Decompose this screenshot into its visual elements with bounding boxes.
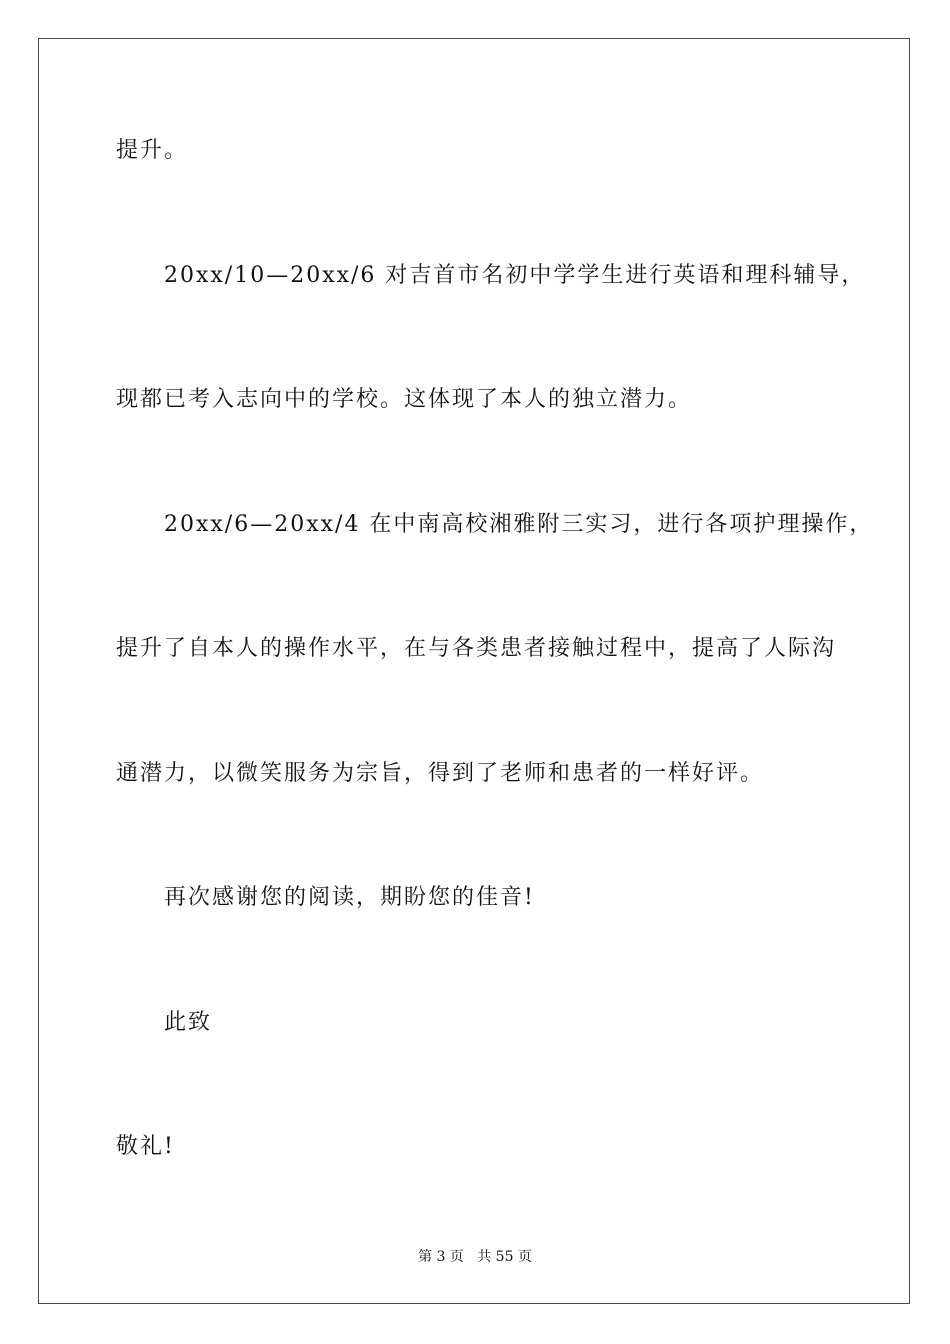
page-number-footer: 第 3 页 共 55 页 — [418, 1249, 532, 1265]
text-line-closing: 此致 — [164, 1010, 213, 1035]
text-line-thanks: 再次感谢您的阅读，期盼您的佳音! — [164, 885, 535, 910]
text-line-continuation: 提升。 — [116, 138, 189, 163]
page-border — [38, 38, 910, 1304]
text-line-internship-skills: 提升了自本人的操作水平，在与各类患者接触过程中，提高了人际沟 — [116, 636, 837, 661]
text-line-salutation: 敬礼! — [116, 1134, 175, 1159]
text-line-tutoring-experience: 20xx/10—20xx/6 对吉首市名初中学学生进行英语和理科辅导， — [164, 263, 866, 288]
text-line-internship-experience: 20xx/6—20xx/4 在中南高校湘雅附三实习，进行各项护理操作， — [164, 512, 874, 537]
text-line-tutoring-result: 现都已考入志向中的学校。这体现了本人的独立潜力。 — [116, 387, 693, 412]
text-line-internship-praise: 通潜力，以微笑服务为宗旨，得到了老师和患者的一样好评。 — [116, 761, 765, 786]
